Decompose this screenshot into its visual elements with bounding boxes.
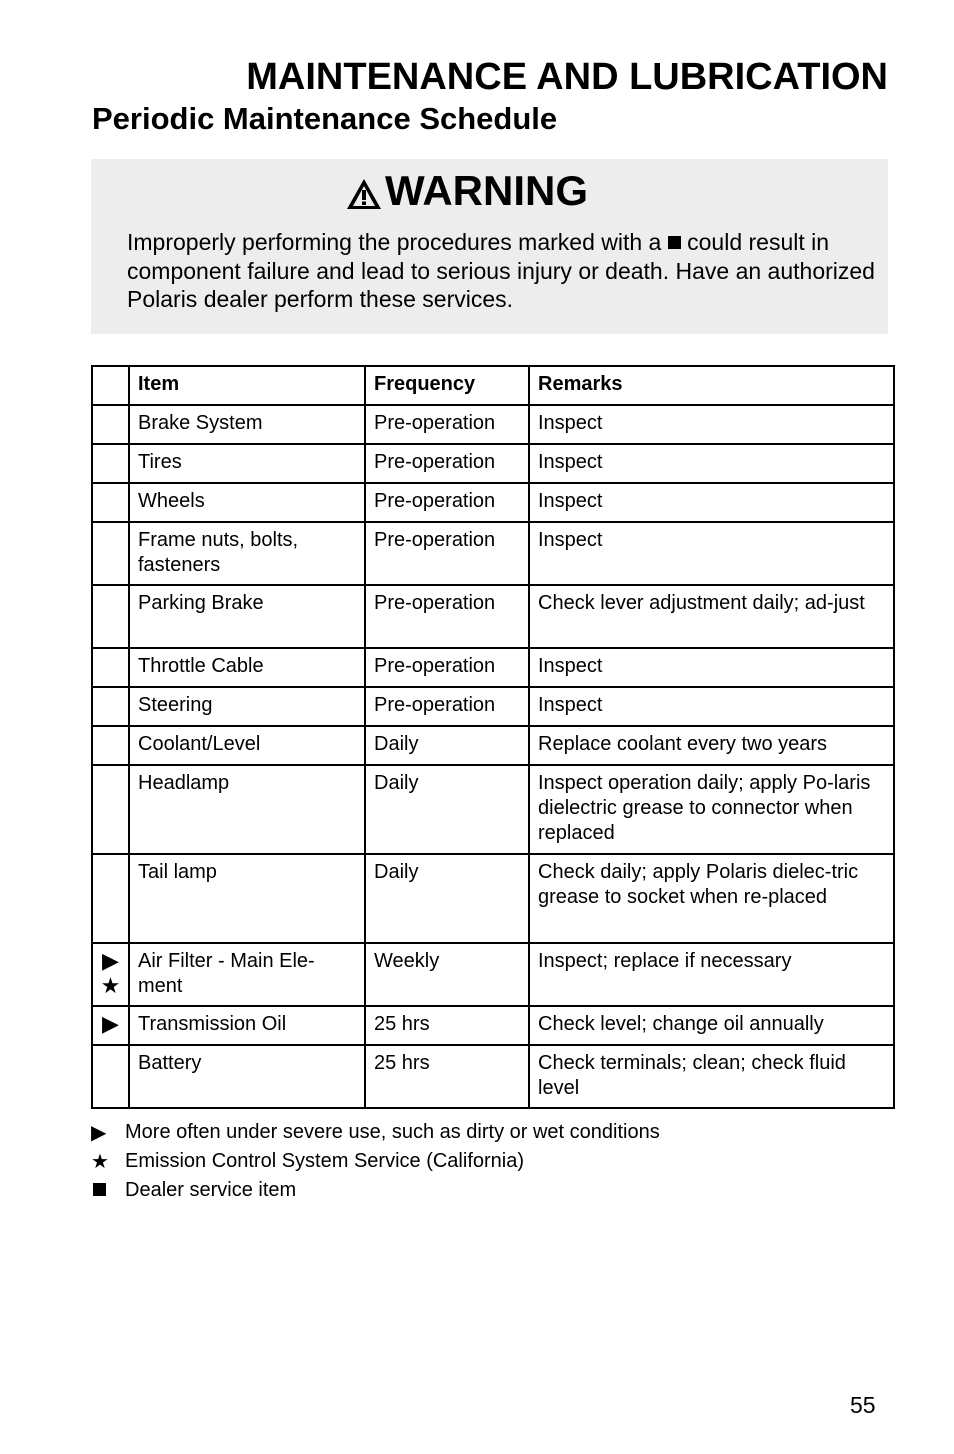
row-item: Wheels	[129, 483, 365, 522]
legend-text: More often under severe use, such as dirty or wet conditions	[125, 1121, 660, 1143]
table-row	[92, 854, 894, 943]
warning-box	[91, 159, 888, 334]
row-item: Frame nuts, bolts, fasteners	[129, 522, 365, 585]
row-remarks: Check level; change oil annually	[529, 1006, 894, 1045]
row-mark	[92, 765, 129, 854]
row-mark	[92, 648, 129, 687]
warning-text-after: could result in component failure and lead to serious injury or death. Have an authorized Polaris dealer perform these services.	[127, 229, 875, 312]
table-row	[92, 585, 894, 648]
table-row	[92, 765, 894, 854]
row-frequency: Pre-operation	[365, 405, 529, 444]
row-mark	[92, 522, 129, 585]
section-subtitle: Periodic Maintenance Schedule	[92, 101, 558, 136]
row-item: Tires	[129, 444, 365, 483]
table-row	[92, 444, 894, 483]
legend-text: Dealer service item	[125, 1179, 297, 1201]
page-number: 55	[850, 1392, 876, 1418]
arrow-icon: ▶	[91, 1122, 107, 1144]
dealer-service-square-icon	[668, 236, 681, 249]
warning-triangle-icon	[345, 177, 383, 211]
table-row	[92, 1006, 894, 1045]
row-mark	[92, 854, 129, 943]
row-remarks: Inspect	[529, 522, 894, 585]
row-item: Headlamp	[129, 765, 365, 854]
legend	[91, 1118, 660, 1205]
table-row	[92, 943, 894, 1006]
row-remarks: Inspect	[529, 483, 894, 522]
row-frequency: Daily	[365, 726, 529, 765]
table-row	[92, 483, 894, 522]
legend-item-dealer	[91, 1176, 660, 1205]
row-item: Throttle Cable	[129, 648, 365, 687]
row-remarks: Inspect	[529, 648, 894, 687]
row-mark	[92, 444, 129, 483]
warning-heading	[345, 167, 588, 215]
row-mark	[92, 687, 129, 726]
row-frequency: Pre-operation	[365, 483, 529, 522]
table-row	[92, 405, 894, 444]
row-mark: ▶	[92, 1006, 129, 1045]
row-remarks: Check lever adjustment daily; ad-just	[529, 585, 894, 648]
table-row	[92, 726, 894, 765]
row-remarks: Inspect	[529, 405, 894, 444]
row-remarks: Check daily; apply Polaris dielec-tric grease to socket when re-placed	[529, 854, 894, 943]
row-frequency: Pre-operation	[365, 648, 529, 687]
row-frequency: Pre-operation	[365, 585, 529, 648]
header-frequency: Frequency	[365, 366, 529, 405]
header-mark-cell	[92, 366, 129, 405]
row-item: Battery	[129, 1045, 365, 1108]
row-mark	[92, 726, 129, 765]
page-title: MAINTENANCE AND LUBRICATION	[246, 56, 888, 98]
maintenance-schedule-table	[91, 365, 895, 1109]
star-icon: ★	[91, 1151, 109, 1173]
row-item: Coolant/Level	[129, 726, 365, 765]
square-icon	[91, 1179, 125, 1202]
row-remarks: Inspect; replace if necessary	[529, 943, 894, 1006]
row-mark	[92, 405, 129, 444]
legend-text: Emission Control System Service (California)	[125, 1150, 525, 1172]
row-item: Air Filter - Main Ele-ment	[129, 943, 365, 1006]
row-remarks: Replace coolant every two years	[529, 726, 894, 765]
row-frequency: Pre-operation	[365, 687, 529, 726]
table-row	[92, 522, 894, 585]
row-mark	[92, 483, 129, 522]
row-frequency: 25 hrs	[365, 1006, 529, 1045]
row-item: Steering	[129, 687, 365, 726]
table-header-row	[92, 366, 894, 405]
row-frequency: Weekly	[365, 943, 529, 1006]
legend-item-emission	[91, 1147, 660, 1176]
row-item: Parking Brake	[129, 585, 365, 648]
legend-item-severe-use	[91, 1118, 660, 1147]
warning-text	[127, 228, 882, 314]
row-frequency: Daily	[365, 765, 529, 854]
row-remarks: Check terminals; clean; check fluid level	[529, 1045, 894, 1108]
table-row	[92, 648, 894, 687]
row-mark: ▶ ★	[92, 943, 129, 1006]
header-item: Item	[129, 366, 365, 405]
row-frequency: Daily	[365, 854, 529, 943]
row-mark	[92, 585, 129, 648]
row-remarks: Inspect	[529, 687, 894, 726]
dealer-service-square-icon	[93, 1183, 106, 1196]
warning-text-before: Improperly performing the procedures marked with a	[127, 229, 662, 255]
row-mark	[92, 1045, 129, 1108]
row-remarks: Inspect	[529, 444, 894, 483]
header-remarks: Remarks	[529, 366, 894, 405]
row-frequency: Pre-operation	[365, 522, 529, 585]
row-frequency: Pre-operation	[365, 444, 529, 483]
table-row	[92, 687, 894, 726]
row-frequency: 25 hrs	[365, 1045, 529, 1108]
row-item: Tail lamp	[129, 854, 365, 943]
warning-heading-text: WARNING	[385, 167, 588, 214]
row-item: Transmission Oil	[129, 1006, 365, 1045]
row-item: Brake System	[129, 405, 365, 444]
row-remarks: Inspect operation daily; apply Po-laris dielectric grease to connector when replaced	[529, 765, 894, 854]
table-row	[92, 1045, 894, 1108]
